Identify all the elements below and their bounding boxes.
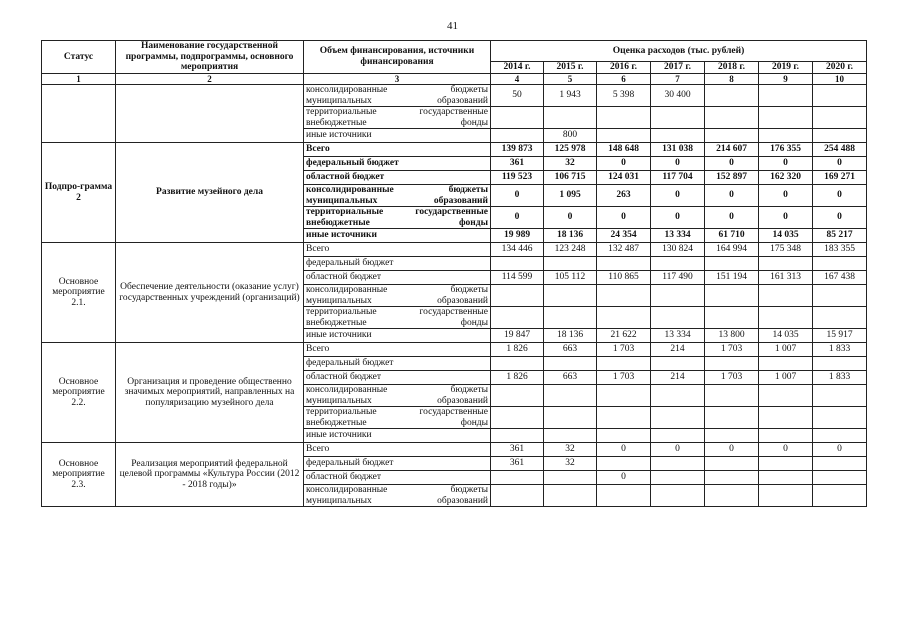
- value-cell: 130 824: [651, 243, 705, 257]
- value-cell: [597, 429, 651, 443]
- value-cell: [597, 307, 651, 329]
- value-cell: 0: [597, 443, 651, 457]
- funding-source-cell: федеральный бюджет: [304, 457, 491, 471]
- value-cell: [705, 129, 759, 143]
- value-cell: 167 438: [813, 271, 867, 285]
- value-cell: 1 703: [597, 343, 651, 357]
- value-cell: 15 917: [813, 329, 867, 343]
- header-status: Статус: [42, 41, 116, 74]
- table-row: [42, 143, 867, 157]
- funding-source-cell: федеральный бюджет: [304, 357, 491, 371]
- value-cell: [651, 357, 705, 371]
- value-cell: [651, 385, 705, 407]
- value-cell: 134 446: [491, 243, 544, 257]
- funding-source-cell: территориальные государственные внебюджетные фонды: [304, 307, 491, 329]
- value-cell: 176 355: [759, 143, 813, 157]
- value-cell: 148 648: [597, 143, 651, 157]
- value-cell: [651, 129, 705, 143]
- value-cell: 0: [491, 207, 544, 229]
- value-cell: [491, 307, 544, 329]
- value-cell: [544, 307, 597, 329]
- funding-source-cell: областной бюджет: [304, 371, 491, 385]
- table-row: [42, 243, 867, 257]
- value-cell: 106 715: [544, 171, 597, 185]
- value-cell: [759, 129, 813, 143]
- value-cell: 1 703: [705, 371, 759, 385]
- value-cell: [813, 485, 867, 507]
- value-cell: [813, 385, 867, 407]
- value-cell: 14 035: [759, 329, 813, 343]
- header-year: 2017 г.: [651, 61, 705, 73]
- value-cell: 0: [705, 207, 759, 229]
- funding-source-cell: консолидированные бюджеты муниципальных образований: [304, 185, 491, 207]
- value-cell: 0: [759, 185, 813, 207]
- value-cell: 1 095: [544, 185, 597, 207]
- value-cell: 18 136: [544, 329, 597, 343]
- header-name: Наименование государственной программы, подпрограммы, основного мероприятия: [116, 41, 304, 74]
- value-cell: 119 523: [491, 171, 544, 185]
- value-cell: 139 873: [491, 143, 544, 157]
- value-cell: [597, 257, 651, 271]
- column-number: 1: [42, 73, 116, 85]
- page-number: 41: [447, 20, 458, 32]
- value-cell: 131 038: [651, 143, 705, 157]
- funding-source-cell: Всего: [304, 443, 491, 457]
- value-cell: [705, 485, 759, 507]
- value-cell: [759, 285, 813, 307]
- value-cell: 162 320: [759, 171, 813, 185]
- value-cell: 1 007: [759, 371, 813, 385]
- value-cell: 214: [651, 343, 705, 357]
- value-cell: 0: [491, 185, 544, 207]
- value-cell: 1 833: [813, 371, 867, 385]
- value-cell: [813, 107, 867, 129]
- value-cell: 61 710: [705, 229, 759, 243]
- value-cell: 0: [651, 185, 705, 207]
- value-cell: [705, 257, 759, 271]
- column-number: 6: [597, 73, 651, 85]
- column-number: 10: [813, 73, 867, 85]
- status-cell: Основное мероприятие 2.2.: [42, 343, 116, 443]
- value-cell: 13 800: [705, 329, 759, 343]
- value-cell: [813, 407, 867, 429]
- value-cell: [813, 457, 867, 471]
- value-cell: [544, 407, 597, 429]
- table-body: [42, 85, 867, 507]
- value-cell: [597, 485, 651, 507]
- value-cell: [491, 485, 544, 507]
- funding-source-cell: консолидированные бюджеты муниципальных образований: [304, 85, 491, 107]
- value-cell: [597, 385, 651, 407]
- value-cell: [651, 429, 705, 443]
- value-cell: 32: [544, 157, 597, 171]
- value-cell: [705, 85, 759, 107]
- column-number: 9: [759, 73, 813, 85]
- value-cell: 0: [759, 207, 813, 229]
- funding-source-cell: консолидированные бюджеты муниципальных образований: [304, 385, 491, 407]
- value-cell: [544, 429, 597, 443]
- funding-source-cell: консолидированные бюджеты муниципальных образований: [304, 285, 491, 307]
- value-cell: 19 847: [491, 329, 544, 343]
- value-cell: [491, 285, 544, 307]
- value-cell: 1 703: [705, 343, 759, 357]
- value-cell: [597, 457, 651, 471]
- funding-source-cell: областной бюджет: [304, 271, 491, 285]
- value-cell: [705, 107, 759, 129]
- value-cell: [651, 457, 705, 471]
- value-cell: 0: [651, 207, 705, 229]
- program-name-cell: Развитие музейного дела: [116, 143, 304, 243]
- column-number: 2: [116, 73, 304, 85]
- value-cell: 0: [651, 443, 705, 457]
- program-name-cell: Организация и проведение общественно значимых мероприятий, направленных на популяризацию музейного дела: [116, 343, 304, 443]
- funding-source-cell: иные источники: [304, 229, 491, 243]
- value-cell: 663: [544, 371, 597, 385]
- column-number: 3: [304, 73, 491, 85]
- value-cell: 663: [544, 343, 597, 357]
- funding-source-cell: территориальные государственные внебюджетные фонды: [304, 407, 491, 429]
- value-cell: 0: [597, 207, 651, 229]
- value-cell: [544, 385, 597, 407]
- value-cell: 164 994: [705, 243, 759, 257]
- value-cell: 214: [651, 371, 705, 385]
- value-cell: [759, 407, 813, 429]
- funding-source-cell: федеральный бюджет: [304, 157, 491, 171]
- value-cell: 0: [651, 157, 705, 171]
- value-cell: [705, 357, 759, 371]
- value-cell: [759, 307, 813, 329]
- value-cell: 361: [491, 443, 544, 457]
- value-cell: 214 607: [705, 143, 759, 157]
- value-cell: 117 490: [651, 271, 705, 285]
- value-cell: [544, 107, 597, 129]
- value-cell: 124 031: [597, 171, 651, 185]
- value-cell: [651, 285, 705, 307]
- program-name-cell: [116, 85, 304, 143]
- value-cell: 0: [544, 207, 597, 229]
- value-cell: [651, 107, 705, 129]
- column-number: 7: [651, 73, 705, 85]
- value-cell: 125 978: [544, 143, 597, 157]
- funding-source-cell: территориальные государственные внебюджетные фонды: [304, 107, 491, 129]
- value-cell: [597, 285, 651, 307]
- value-cell: [759, 429, 813, 443]
- value-cell: [544, 485, 597, 507]
- value-cell: 361: [491, 457, 544, 471]
- value-cell: 0: [813, 207, 867, 229]
- program-name-cell: Обеспечение деятельности (оказание услуг) государственных учреждений (организаций): [116, 243, 304, 343]
- value-cell: 1 826: [491, 343, 544, 357]
- value-cell: [651, 471, 705, 485]
- header-year: 2020 г.: [813, 61, 867, 73]
- header-estimate: Оценка расходов (тыс. рублей): [491, 41, 867, 62]
- value-cell: [651, 257, 705, 271]
- value-cell: 1 007: [759, 343, 813, 357]
- value-cell: 14 035: [759, 229, 813, 243]
- value-cell: 175 348: [759, 243, 813, 257]
- status-cell: Подпро-грамма 2: [42, 143, 116, 243]
- value-cell: [759, 385, 813, 407]
- value-cell: [813, 471, 867, 485]
- value-cell: 263: [597, 185, 651, 207]
- header-year: 2018 г.: [705, 61, 759, 73]
- value-cell: 123 248: [544, 243, 597, 257]
- status-cell: [42, 85, 116, 143]
- value-cell: 0: [759, 157, 813, 171]
- value-cell: [544, 471, 597, 485]
- funding-source-cell: Всего: [304, 143, 491, 157]
- header-year: 2016 г.: [597, 61, 651, 73]
- value-cell: [705, 407, 759, 429]
- value-cell: 0: [813, 157, 867, 171]
- status-cell: Основное мероприятие 2.1.: [42, 243, 116, 343]
- header-source: Объем финансирования, источники финансирования: [304, 41, 491, 74]
- value-cell: [544, 257, 597, 271]
- value-cell: [759, 257, 813, 271]
- value-cell: 105 112: [544, 271, 597, 285]
- value-cell: [759, 457, 813, 471]
- funding-source-cell: Всего: [304, 343, 491, 357]
- value-cell: [813, 429, 867, 443]
- value-cell: [813, 285, 867, 307]
- value-cell: [705, 471, 759, 485]
- value-cell: [759, 85, 813, 107]
- value-cell: 13 334: [651, 229, 705, 243]
- value-cell: [491, 107, 544, 129]
- value-cell: [597, 357, 651, 371]
- value-cell: [705, 307, 759, 329]
- value-cell: 361: [491, 157, 544, 171]
- funding-source-cell: федеральный бюджет: [304, 257, 491, 271]
- value-cell: 0: [813, 443, 867, 457]
- value-cell: [651, 407, 705, 429]
- value-cell: [597, 407, 651, 429]
- value-cell: [759, 471, 813, 485]
- value-cell: 117 704: [651, 171, 705, 185]
- value-cell: [813, 307, 867, 329]
- program-name-cell: Реализация мероприятий федеральной целевой программы «Культура России (2012 - 2018 годы)»: [116, 443, 304, 507]
- value-cell: [759, 485, 813, 507]
- value-cell: 13 334: [651, 329, 705, 343]
- table-row: [42, 343, 867, 357]
- value-cell: 1 833: [813, 343, 867, 357]
- value-cell: [759, 107, 813, 129]
- funding-source-cell: консолидированные бюджеты муниципальных образований: [304, 485, 491, 507]
- value-cell: [491, 385, 544, 407]
- value-cell: 1 943: [544, 85, 597, 107]
- value-cell: 0: [705, 185, 759, 207]
- value-cell: [491, 407, 544, 429]
- value-cell: [705, 285, 759, 307]
- column-number: 8: [705, 73, 759, 85]
- value-cell: [651, 307, 705, 329]
- value-cell: [597, 107, 651, 129]
- value-cell: 30 400: [651, 85, 705, 107]
- value-cell: 18 136: [544, 229, 597, 243]
- value-cell: [491, 429, 544, 443]
- header-year: 2015 г.: [544, 61, 597, 73]
- column-number: 5: [544, 73, 597, 85]
- table-row: [42, 443, 867, 457]
- value-cell: 5 398: [597, 85, 651, 107]
- value-cell: [705, 429, 759, 443]
- header-year: 2014 г.: [491, 61, 544, 73]
- value-cell: 152 897: [705, 171, 759, 185]
- value-cell: 24 354: [597, 229, 651, 243]
- value-cell: [597, 129, 651, 143]
- funding-source-cell: Всего: [304, 243, 491, 257]
- column-number: 4: [491, 73, 544, 85]
- value-cell: 21 622: [597, 329, 651, 343]
- value-cell: [813, 257, 867, 271]
- value-cell: [544, 357, 597, 371]
- funding-source-cell: территориальные государственные внебюджетные фонды: [304, 207, 491, 229]
- value-cell: 0: [759, 443, 813, 457]
- header-year: 2019 г.: [759, 61, 813, 73]
- value-cell: [651, 485, 705, 507]
- value-cell: 85 217: [813, 229, 867, 243]
- value-cell: [813, 85, 867, 107]
- table-row: [42, 85, 867, 107]
- value-cell: 114 599: [491, 271, 544, 285]
- value-cell: [491, 257, 544, 271]
- value-cell: [491, 357, 544, 371]
- value-cell: [491, 129, 544, 143]
- value-cell: 132 487: [597, 243, 651, 257]
- value-cell: 19 989: [491, 229, 544, 243]
- value-cell: [705, 385, 759, 407]
- value-cell: 254 488: [813, 143, 867, 157]
- value-cell: 50: [491, 85, 544, 107]
- value-cell: 32: [544, 443, 597, 457]
- value-cell: 0: [597, 157, 651, 171]
- value-cell: [813, 129, 867, 143]
- value-cell: [491, 471, 544, 485]
- value-cell: [544, 285, 597, 307]
- value-cell: [759, 357, 813, 371]
- funding-source-cell: иные источники: [304, 329, 491, 343]
- value-cell: 0: [705, 443, 759, 457]
- value-cell: [813, 357, 867, 371]
- value-cell: 0: [597, 471, 651, 485]
- value-cell: 110 865: [597, 271, 651, 285]
- value-cell: 169 271: [813, 171, 867, 185]
- value-cell: 1 826: [491, 371, 544, 385]
- value-cell: 0: [813, 185, 867, 207]
- value-cell: 161 313: [759, 271, 813, 285]
- budget-table: [41, 40, 867, 507]
- funding-source-cell: иные источники: [304, 429, 491, 443]
- funding-source-cell: иные источники: [304, 129, 491, 143]
- funding-source-cell: областной бюджет: [304, 471, 491, 485]
- value-cell: 800: [544, 129, 597, 143]
- value-cell: 1 703: [597, 371, 651, 385]
- value-cell: 151 194: [705, 271, 759, 285]
- value-cell: 0: [705, 157, 759, 171]
- value-cell: 183 355: [813, 243, 867, 257]
- funding-source-cell: областной бюджет: [304, 171, 491, 185]
- status-cell: Основное мероприятие 2.3.: [42, 443, 116, 507]
- value-cell: 32: [544, 457, 597, 471]
- value-cell: [705, 457, 759, 471]
